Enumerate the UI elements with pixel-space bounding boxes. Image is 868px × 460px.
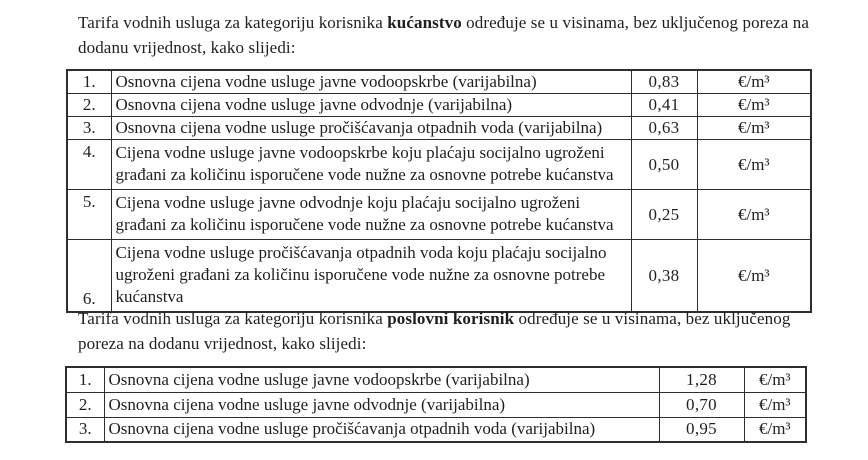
- description-cell: Osnovna cijena vodne usluge javne vodoopskrbe (varijabilna): [111, 70, 631, 94]
- description-cell: Osnovna cijena vodne usluge javne odvodnje (varijabilna): [104, 392, 659, 417]
- paragraph-kucanstvo-intro: [78, 10, 836, 60]
- row-number-cell: 6.: [67, 240, 111, 313]
- tariff-table-poslovni: [65, 366, 807, 443]
- row-number-cell: 4.: [67, 140, 111, 190]
- paragraph-text: određuje se u visinama, bez uključenog poreza na dodanu vrijednost, kako slijedi:: [78, 309, 791, 353]
- price-cell: 0,70: [659, 392, 744, 417]
- row-number-cell: 2.: [66, 392, 104, 417]
- price-cell: 0,95: [659, 417, 744, 442]
- row-number-cell: 2.: [67, 94, 111, 117]
- paragraph-text: Tarifa vodnih usluga za kategoriju korisnika: [78, 13, 388, 32]
- price-cell: 0,63: [631, 117, 697, 140]
- price-cell: 1,28: [659, 367, 744, 392]
- unit-cell: €/m³: [697, 240, 811, 313]
- description-cell: Osnovna cijena vodne usluge javne odvodnje (varijabilna): [111, 94, 631, 117]
- unit-cell: €/m³: [744, 392, 806, 417]
- table-row: [67, 70, 811, 94]
- price-cell: 0,25: [631, 190, 697, 240]
- unit-cell: €/m³: [744, 417, 806, 442]
- description-cell: Cijena vodne usluge javne odvodnje koju plaćaju socijalno ugroženi građani za količinu isporučene vode nužne za osnovne potrebe kućanstva: [111, 190, 631, 240]
- paragraph-bold-term: poslovni korisnik: [387, 309, 515, 328]
- table-row: [66, 367, 806, 392]
- unit-cell: €/m³: [697, 94, 811, 117]
- table-row: [67, 117, 811, 140]
- row-number-cell: 3.: [67, 117, 111, 140]
- row-number-cell: 1.: [67, 70, 111, 94]
- table-row: [67, 140, 811, 190]
- unit-cell: €/m³: [697, 117, 811, 140]
- price-cell: 0,41: [631, 94, 697, 117]
- paragraph-bold-term: kućanstvo: [387, 13, 462, 32]
- paragraph-text: Tarifa vodnih usluga za kategoriju korisnika: [78, 309, 388, 328]
- table-row: [66, 392, 806, 417]
- table-row: [67, 94, 811, 117]
- row-number-cell: 3.: [66, 417, 104, 442]
- price-cell: 0,83: [631, 70, 697, 94]
- tariff-table-kucanstvo: [66, 69, 812, 313]
- unit-cell: €/m³: [697, 190, 811, 240]
- table-row: [67, 240, 811, 313]
- unit-cell: €/m³: [697, 70, 811, 94]
- description-cell: Osnovna cijena vodne usluge pročišćavanja otpadnih voda (varijabilna): [104, 417, 659, 442]
- price-cell: 0,50: [631, 140, 697, 190]
- description-cell: Osnovna cijena vodne usluge pročišćavanja otpadnih voda (varijabilna): [111, 117, 631, 140]
- unit-cell: €/m³: [744, 367, 806, 392]
- price-cell: 0,38: [631, 240, 697, 313]
- description-cell: Cijena vodne usluge pročišćavanja otpadnih voda koju plaćaju socijalno ugroženi građani za količinu isporučene vode nužne za osnovne potrebe kućanstva: [111, 240, 631, 313]
- paragraph-poslovni-intro: [78, 306, 836, 356]
- table-row: [66, 417, 806, 442]
- row-number-cell: 1.: [66, 367, 104, 392]
- paragraph-text: određuje se u visinama, bez uključenog poreza na dodanu vrijednost, kako slijedi:: [78, 13, 809, 57]
- unit-cell: €/m³: [697, 140, 811, 190]
- table-row: [67, 190, 811, 240]
- row-number-cell: 5.: [67, 190, 111, 240]
- description-cell: Cijena vodne usluge javne vodoopskrbe koju plaćaju socijalno ugroženi građani za količinu isporučene vode nužne za osnovne potrebe kućanstva: [111, 140, 631, 190]
- description-cell: Osnovna cijena vodne usluge javne vodoopskrbe (varijabilna): [104, 367, 659, 392]
